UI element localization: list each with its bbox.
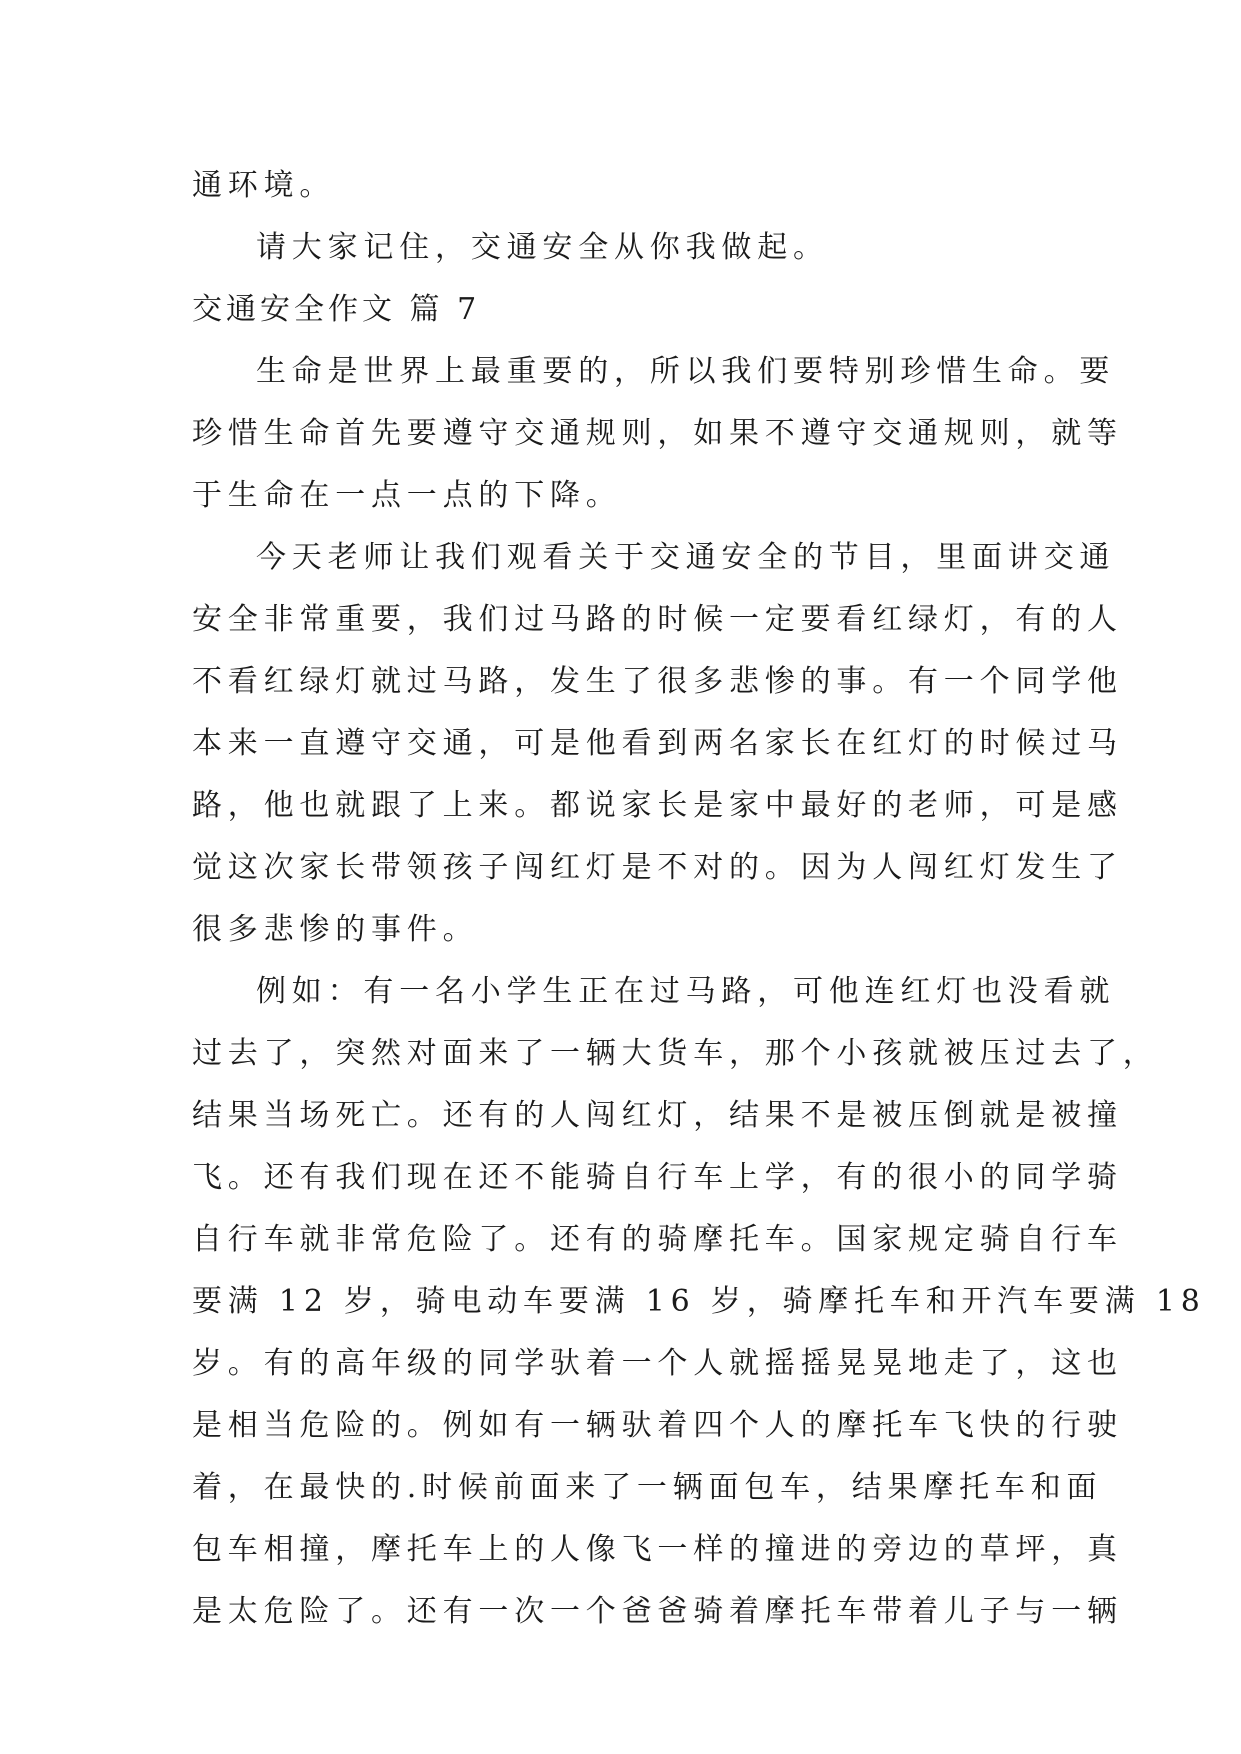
- text-line: 路，他也就跟了上来。都说家长是家中最好的老师，可是感: [192, 788, 1123, 823]
- text-line: 过去了，突然对面来了一辆大货车，那个小孩就被压过去了，: [192, 1036, 1159, 1071]
- text-line: 于生命在一点一点的下降。: [192, 478, 622, 513]
- text-line: 岁。有的高年级的同学驮着一个人就摇摇晃晃地走了，这也: [192, 1346, 1123, 1381]
- document-page: [192, 155, 1206, 1643]
- paragraph-closing: [192, 217, 1052, 279]
- text-line: 本来一直遵守交通，可是他看到两名家长在红灯的时候过马: [192, 726, 1123, 761]
- paragraph-life: [192, 341, 1123, 527]
- text-line: 安全非常重要，我们过马路的时候一定要看红绿灯，有的人: [192, 602, 1123, 637]
- text-line: 不看红绿灯就过马路，发生了很多悲惨的事。有一个同学他: [192, 664, 1123, 699]
- text-line: 飞。还有我们现在还不能骑自行车上学，有的很小的同学骑: [192, 1160, 1123, 1195]
- text-line: 很多悲惨的事件。: [192, 912, 479, 947]
- text-line: 珍惜生命首先要遵守交通规则，如果不遵守交通规则，就等: [192, 416, 1123, 451]
- text-line: 结果当场死亡。还有的人闯红灯，结果不是被压倒就是被撞: [192, 1098, 1123, 1133]
- paragraph-tail: [192, 155, 1052, 217]
- text-line: 自行车就非常危险了。还有的骑摩托车。国家规定骑自行车: [192, 1222, 1123, 1257]
- paragraph-examples: [192, 961, 1206, 1643]
- text-line: 例如：有一名小学生正在过马路，可他连红灯也没看就: [256, 974, 1116, 1009]
- text-line: 是相当危险的。例如有一辆驮着四个人的摩托车飞快的行驶: [192, 1408, 1123, 1443]
- text-line: 要满 12 岁，骑电动车要满 16 岁，骑摩托车和开汽车要满 18: [192, 1284, 1206, 1319]
- text-line: 生命是世界上最重要的，所以我们要特别珍惜生命。要: [256, 354, 1116, 389]
- text-line: 包车相撞，摩托车上的人像飞一样的撞进的旁边的草坪，真: [192, 1532, 1123, 1567]
- text-line: 是太危险了。还有一次一个爸爸骑着摩托车带着儿子与一辆: [192, 1594, 1123, 1629]
- text-line: 通环境。: [192, 168, 336, 203]
- text-line: 今天老师让我们观看关于交通安全的节目，里面讲交通: [256, 540, 1116, 575]
- text-line: 着，在最快的.时候前面来了一辆面包车，结果摩托车和面: [192, 1470, 1103, 1505]
- paragraph-program: [192, 527, 1123, 961]
- text-line: 觉这次家长带领孩子闯红灯是不对的。因为人闯红灯发生了: [192, 850, 1123, 885]
- section-heading: 交通安全作文 篇 7: [192, 292, 481, 327]
- text-line: 请大家记住，交通安全从你我做起。: [256, 230, 829, 265]
